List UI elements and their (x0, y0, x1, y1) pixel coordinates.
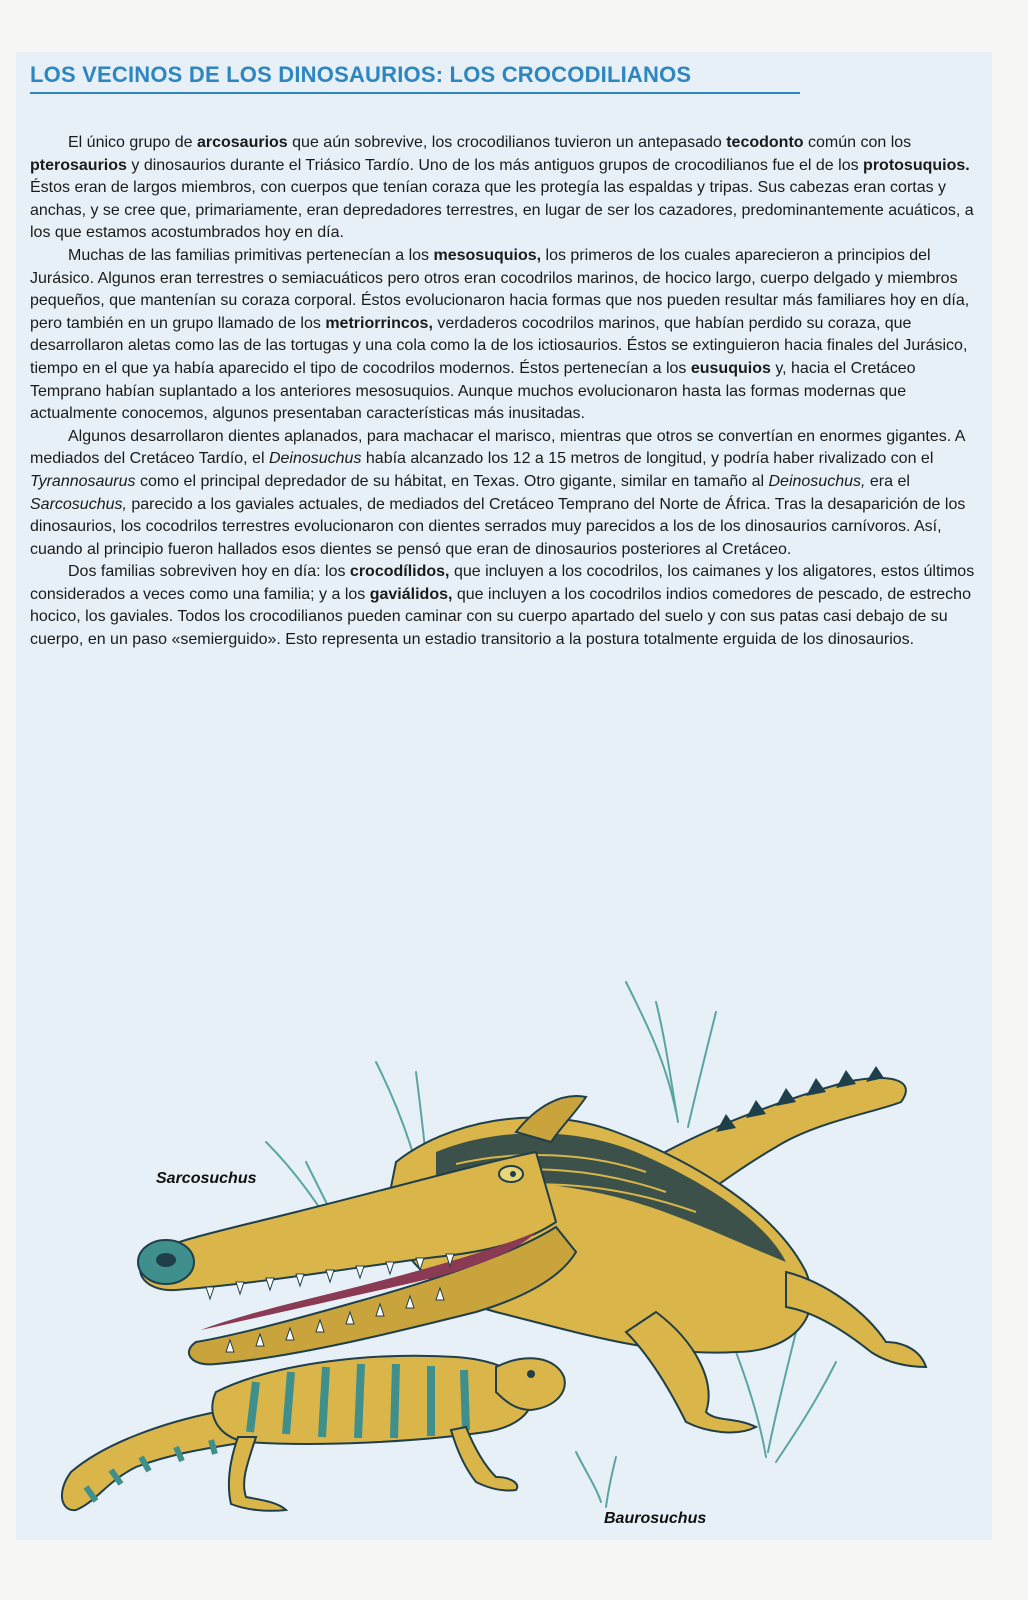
text-run: que aún sobrevive, los crocodilianos tuvieron un antepasado (287, 134, 727, 151)
bold-term: tecodonto (726, 134, 804, 151)
bold-term: metriorrincos, (325, 314, 433, 332)
title-underline (30, 92, 800, 94)
baurosuchus-eye (527, 1370, 535, 1378)
text-run: que incluyen a los cocodrilos indios comedores de pescado, de estrecho hocico, los gaviales. Todos los crocodilianos pueden caminar con su cuerpo apartado del suelo y con sus patas casi debajo de su cuerpo, en un paso «semierguido». Esto representa un estadio transitorio a la postura totalmente erguida de los dinosaurios. (30, 585, 971, 649)
text-run: verdaderos cocodrilos marinos, que habían perdido su coraza, que desarrollaron aletas como las de las tortugas y una cola como la de los ictiosaurios. Éstos se extinguieron hacia finales del Jurásico, tiempo en el que ya había aparecido el tipo de cocodrilos modernos. Éstos pertenecían a los (30, 314, 968, 377)
crocodilian-illustration (16, 912, 992, 1540)
bold-term: gaviálidos, (369, 585, 453, 603)
baurosuchus-front-leg (451, 1427, 517, 1490)
text-run: El único grupo de (68, 134, 197, 151)
sarcosuchus-back-leg (786, 1272, 926, 1367)
bold-term: arcosaurios (196, 134, 288, 151)
text-run: que incluyen a los cocodrilos, los caimanes y los aligatores, estos últimos considerados a veces como una familia; y a los (30, 563, 975, 603)
text-run: Algunos desarrollaron dientes aplanados, para machacar el marisco, mientras que otros se convertían en enormes gigantes. A mediados del Cretáceo Tardío, el (30, 427, 965, 468)
caption-baurosuchus: Baurosuchus (604, 1510, 707, 1527)
text-run: Muchas de las familias primitivas pertenecían a los (68, 246, 434, 264)
italic-term: Deinosuchus, (768, 472, 866, 490)
bold-term: protosuquios. (863, 156, 970, 174)
italic-term: Sarcosuchus, (30, 495, 127, 513)
text-run: como el principal depredador de su hábitat, en Texas. Otro gigante, similar en tamaño al (135, 472, 769, 490)
italic-term: Deinosuchus (268, 450, 362, 468)
paragraph-2 (30, 245, 976, 426)
text-run: parecido a los gaviales actuales, de mediados del Cretáceo Temprano del Norte de África. Tras la desaparición de los dinosaurios, los cocodrilos terrestres evolucionaron con dientes serrados muy parecidos a los de los dinosaurios carnívoros. Así, cuando al principio fueron hallados esos dientes se pensó que eran de dinosaurios posteriores al Cretáceo. (30, 495, 966, 558)
bold-term: pterosaurios (30, 156, 127, 174)
article-body (30, 132, 976, 652)
caption-sarcosuchus: Sarcosuchus (156, 1170, 257, 1187)
baurosuchus-head (496, 1358, 565, 1410)
paragraph-1 (30, 132, 976, 245)
text-run: los primeros de los cuales aparecieron a principios del Jurásico. Algunos eran terrestres o semiacuáticos pero otros eran cocodrilos marinos, de hocico largo, cuerpo delgado y miembros pequeños, que mantenían su coraza corporal. Éstos evolucionaron hacia formas que nos pueden resultar más familiares hoy en día, pero también en un grupo llamado de los (30, 246, 970, 332)
page (16, 52, 992, 1540)
bold-term: eusuquios (690, 359, 771, 377)
paragraph-3 (30, 426, 976, 562)
baurosuchus-back-leg (229, 1437, 286, 1511)
text-run: y, hacia el Cretáceo Temprano habían suplantado a los anteriores mesosuquios. Aunque muchos evolucionaron hasta las formas modernas que actualmente conocemos, algunos presentaban características más inusitadas. (30, 359, 916, 423)
page-title: LOS VECINOS DE LOS DINOSAURIOS: LOS CROCODILIANOS (30, 62, 692, 87)
bold-term: crocodílidos, (349, 563, 450, 581)
italic-term: Tyrannosaurus (30, 472, 136, 490)
bold-term: mesosuquios, (433, 246, 542, 264)
text-run: Dos familias sobreviven hoy en día: los (68, 563, 350, 581)
text-run: y dinosaurios durante el Triásico Tardío. Uno de los más antiguos grupos de crocodilianos fue el de los (126, 156, 864, 174)
crocodile-drawing (16, 912, 992, 1540)
text-run: Éstos eran de largos miembros, con cuerpos que tenían coraza que les protegía las espaldas y tripas. Sus cabezas eran cortas y anchas, y se cree que, primariamente, eran depredadores terrestres, en lugar de ser los cazadores, predominantemente acuáticos, a los que estamos acostumbrados hoy en día. (30, 179, 974, 242)
baurosuchus-body (212, 1356, 532, 1444)
text-run: era el (865, 472, 910, 490)
text-run: común con los (803, 134, 912, 151)
paragraph-4 (30, 561, 976, 651)
text-run: había alcanzado los 12 a 15 metros de longitud, y podría haber rivalizado con el (361, 450, 934, 468)
